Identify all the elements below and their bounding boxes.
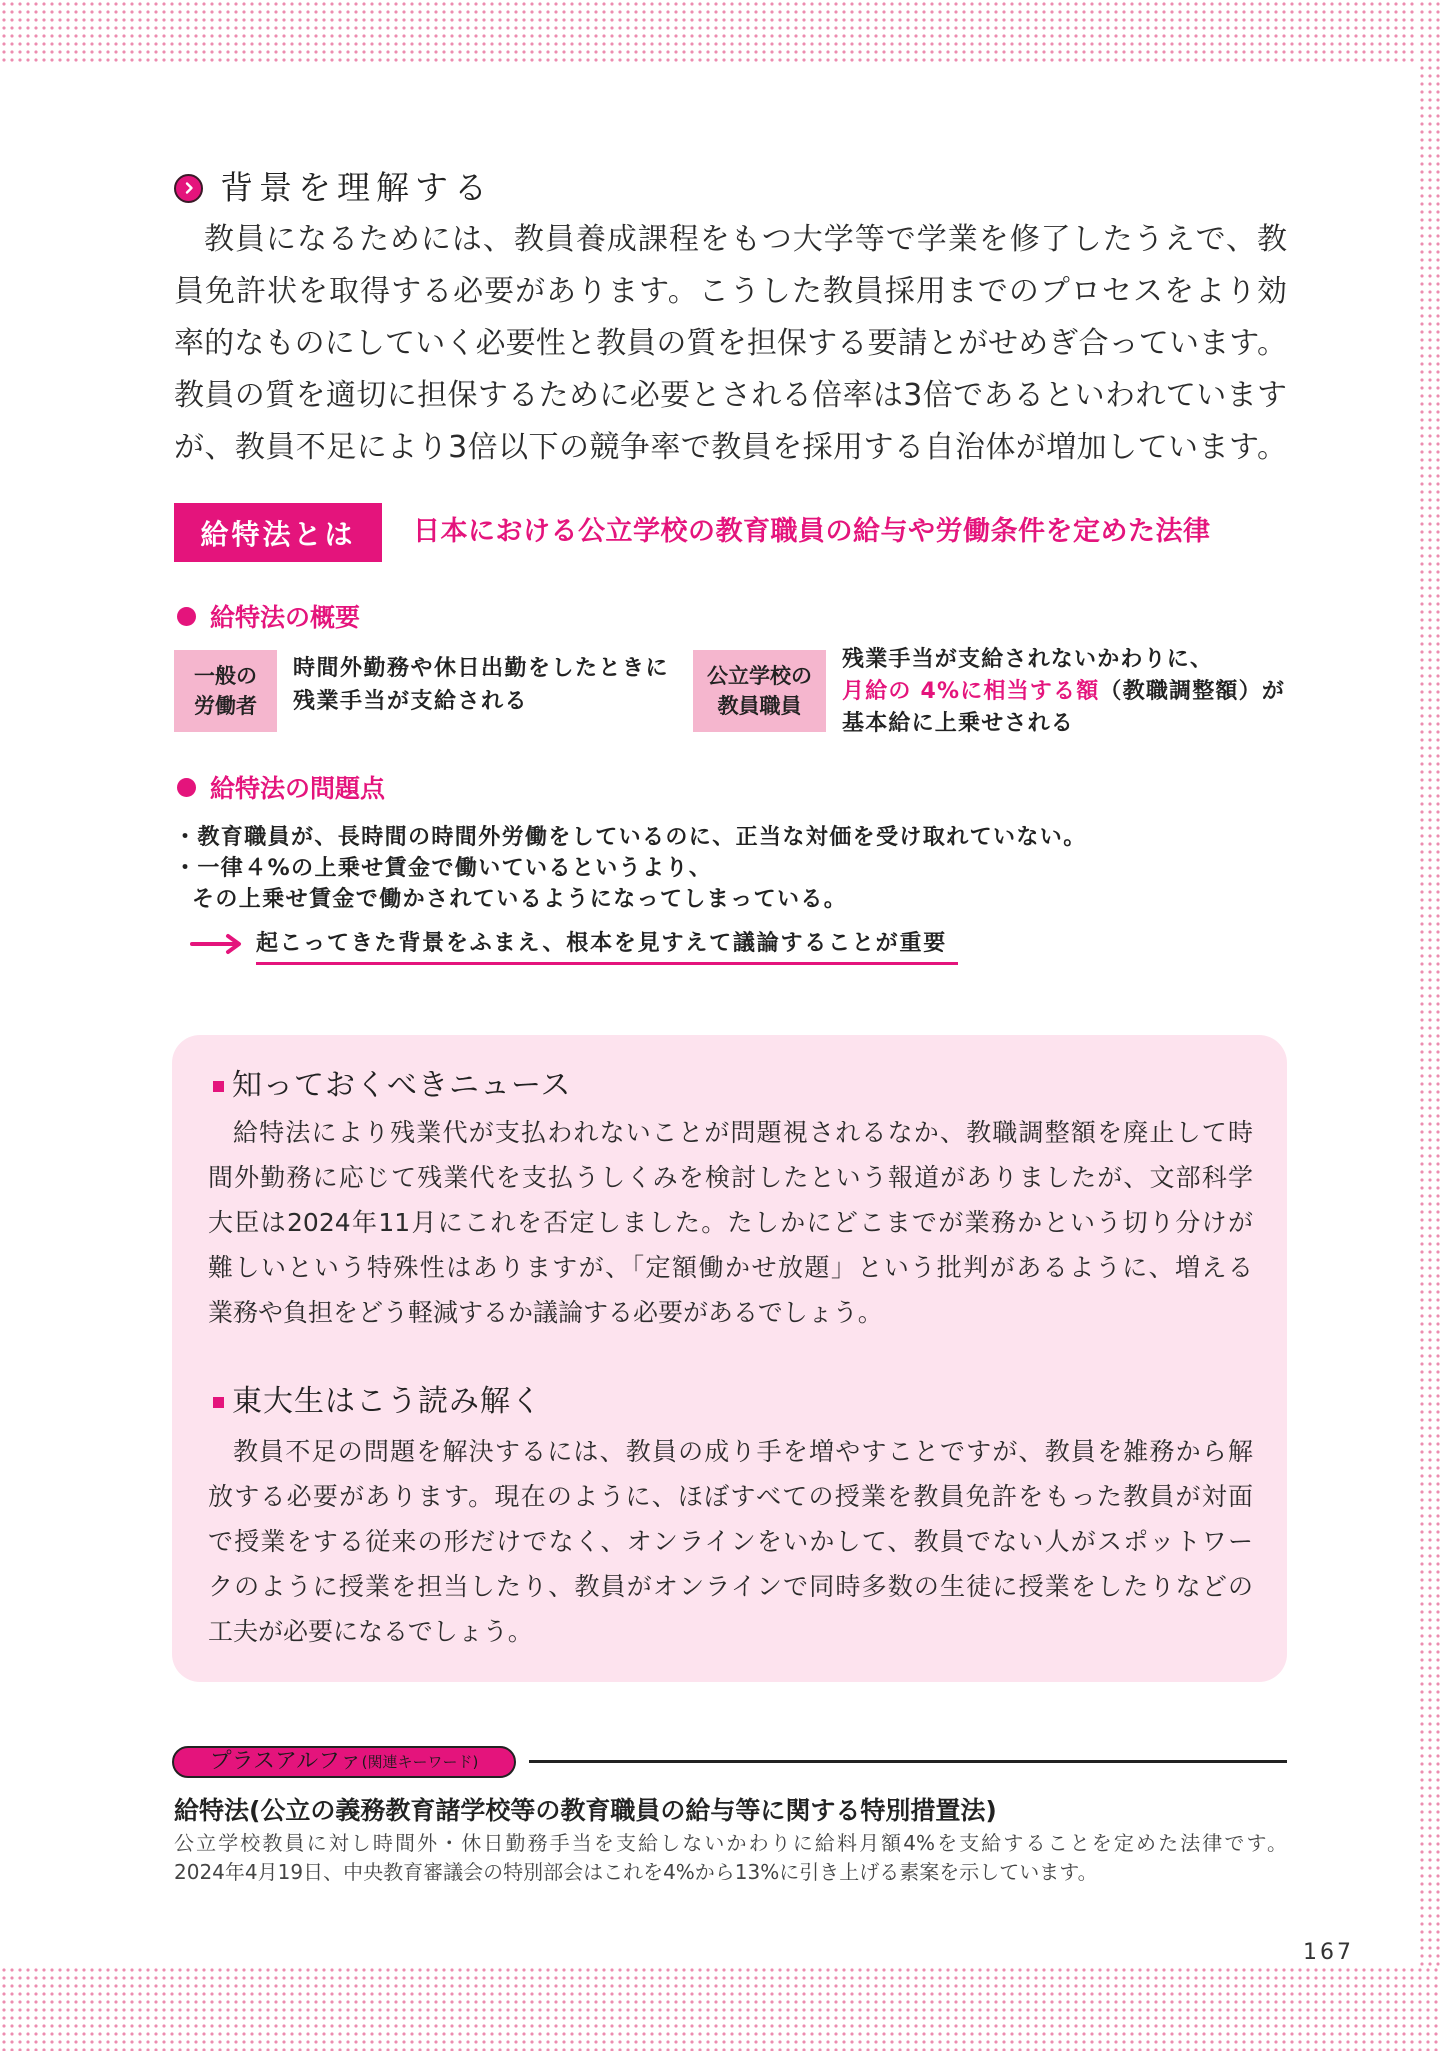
news-title: 知っておくべきニュース <box>232 1068 572 1103</box>
label-line: 労働者 <box>194 694 257 718</box>
news-heading <box>213 1066 572 1106</box>
bullet-dot-icon <box>177 778 196 797</box>
list-item: ・教育職員が、長時間の時間外労働をしているのに、正当な対価を受け取れていない。 <box>174 825 1087 850</box>
square-bullet-icon <box>213 1081 224 1092</box>
paragraph-line: 教員不足の問題を解決するには、教員の成り手を増やすことですが、教員を雑務から解 <box>233 1437 1253 1466</box>
paragraph-line: 教員の質を適切に担保するために必要とされる倍率は3倍であるといわれています <box>174 378 1287 413</box>
paragraph-line: 率的なものにしていく必要性と教員の質を担保する要請とがせめぎ合っています。 <box>174 326 1287 361</box>
square-bullet-icon <box>213 1397 224 1408</box>
overview-title-text: 給特法の概要 <box>210 603 361 632</box>
label-line: 教員職員 <box>717 694 802 718</box>
problems-title-text: 給特法の問題点 <box>210 774 386 803</box>
highlight-text: 月給の 4%に相当する額 <box>842 679 1100 704</box>
conclusion-text: 起こってきた背景をふまえ、根本を見すえて議論することが重要 <box>256 931 948 956</box>
paragraph-line: 放する必要があります。現在のように、ほぼすべての授業を教員免許をもった教員が対面 <box>208 1482 1253 1511</box>
paragraph-line: クのように授業を担当したり、教員がオンラインで同時多数の生徒に授業をしたりなどの <box>208 1572 1253 1601</box>
conclusion-underline <box>256 962 958 965</box>
text-line <box>842 676 1285 708</box>
text-rest: （教職調整額）が <box>1099 679 1286 704</box>
text-line: 残業手当が支給されないかわりに、 <box>842 647 1214 672</box>
description-line: 2024年4月19日、中央教育審議会の特別部会はこれを4%から13%に引き上げる素案を示しています。 <box>174 1860 1098 1884</box>
paragraph-line: 教員になるためには、教員養成課程をもつ大学等で学業を修了したうえで、教 <box>204 222 1287 257</box>
dotted-border-top <box>0 0 1440 63</box>
text-line: 基本給に上乗せされる <box>842 711 1075 736</box>
section-title: 背景を理解する <box>220 168 493 207</box>
definition-label: 給特法とは <box>174 503 382 562</box>
paragraph-line: 間外勤務に応じて残業代を支払うしくみを検討したという報道がありましたが、文部科学 <box>208 1163 1253 1192</box>
overview-title <box>177 599 360 633</box>
badge-main-text: プラスアルファ <box>209 1749 362 1774</box>
analysis-paragraph <box>208 1429 1253 1654</box>
divider-line <box>529 1760 1287 1763</box>
paragraph-line: 員免許状を取得する必要があります。こうした教員採用までのプロセスをより効 <box>174 274 1287 309</box>
text-line: 時間外勤務や休日出勤をしたときに <box>293 656 670 681</box>
chevron-right-icon <box>174 174 203 203</box>
list-item-continuation: その上乗せ賃金で働かされているようになってしまっている。 <box>192 887 848 912</box>
dotted-border-bottom <box>0 1966 1440 2051</box>
label-line: 公立学校の <box>707 664 812 688</box>
dotted-border-right <box>1418 0 1440 2051</box>
plus-alpha-badge <box>172 1746 516 1778</box>
text-line: 残業手当が支給される <box>293 689 529 714</box>
analysis-heading <box>213 1382 542 1422</box>
paragraph-line: が、教員不足により3倍以下の競争率で教員を採用する自治体が増加しています。 <box>174 430 1287 465</box>
page-number: 167 <box>1303 1940 1354 1965</box>
definition-text: 日本における公立学校の教育職員の給与や労働条件を定めた法律 <box>413 516 1211 547</box>
analysis-title: 東大生はこう読み解く <box>232 1384 542 1419</box>
keyword-description <box>174 1829 1287 1887</box>
description-line: 公立学校教員に対し時間外・休日勤務手当を支給しないかわりに給料月額4%を支給することを定めた法律です。 <box>174 1831 1287 1855</box>
background-paragraph <box>174 214 1287 474</box>
paragraph-line: 難しいという特殊性はありますが、「定額働かせ放題」という批判があるように、増える <box>208 1253 1253 1282</box>
problems-title <box>177 770 385 804</box>
paragraph-line: 給特法により残業代が支払われないことが問題視されるなか、教職調整額を廃止して時 <box>233 1118 1253 1147</box>
section-heading <box>174 170 493 206</box>
problems-list <box>174 822 1087 915</box>
teacher-label <box>693 650 826 732</box>
general-worker-label <box>174 650 277 732</box>
list-item: ・一律４%の上乗せ賃金で働いているというより、 <box>174 856 713 881</box>
news-paragraph <box>208 1110 1253 1335</box>
paragraph-line: で授業をする従来の形だけでなく、オンラインをいかして、教員でない人がスポットワー <box>208 1527 1253 1556</box>
arrow-right-icon <box>190 933 244 955</box>
keyword-term: 給特法(公立の義務教育諸学校等の教育職員の給与等に関する特別措置法) <box>174 1796 997 1825</box>
paragraph-line: 大臣は2024年11月にこれを否定しました。たしかにどこまでが業務かという切り分けが <box>208 1208 1253 1237</box>
badge-sub-text: (関連キーワード) <box>361 1753 479 1771</box>
teacher-text <box>842 644 1285 740</box>
paragraph-line: 工夫が必要になるでしょう。 <box>208 1617 533 1646</box>
bullet-dot-icon <box>177 607 196 626</box>
label-line: 一般の <box>194 664 257 688</box>
paragraph-line: 業務や負担をどう軽減するか議論する必要があるでしょう。 <box>208 1298 883 1327</box>
general-worker-text <box>293 652 669 718</box>
